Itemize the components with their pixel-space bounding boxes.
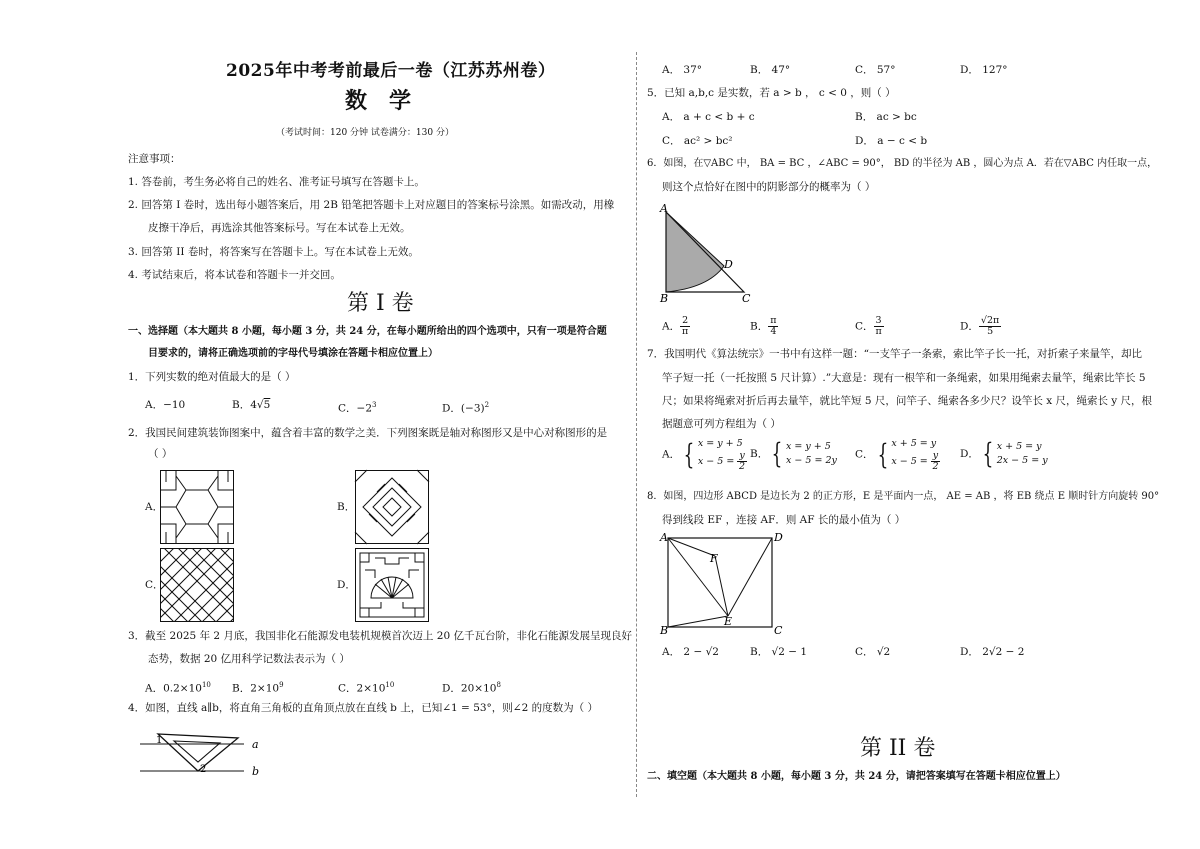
q2-option-a: A． bbox=[145, 501, 164, 513]
question-3-stem: 3．截至 2025 年 2 月底，我国非化石能源发电装机规模首次迈上 20 亿千瓦台阶，非化石能源发展呈现良好 bbox=[128, 630, 632, 642]
note-item: 1. 答卷前，考生务必将自己的姓名、准考证号填写在答题卡上。 bbox=[128, 176, 425, 188]
q8-option-d: D． 2√2 − 2 bbox=[960, 646, 1025, 658]
question-8-stem: 8．如图，四边形 ABCD 是边长为 2 的正方形，E 是平面内一点， AE = AB ，将 EB 绕点 E 顺时针方向旋转 90° bbox=[647, 491, 1160, 502]
q2-option-d: D． bbox=[337, 579, 356, 591]
question-7-stem-cont: 据题意可列方程组为（ ） bbox=[662, 418, 781, 430]
note-item: 3. 回答第 II 卷时，将答案写在答题卡上。写在本试卷上无效。 bbox=[128, 246, 419, 258]
question-7-stem: 7．我国明代《算法统宗》一书中有这样一题：“一支竿子一条索，索比竿子长一托，对折索子来量竿，却比 bbox=[647, 348, 1143, 360]
q6-option-c: C． $\frac{3}{\pi}$ bbox=[855, 315, 882, 337]
point-F-label: F bbox=[710, 552, 718, 565]
q1-option-d: D．$(-3)^2$ bbox=[442, 401, 490, 415]
q3-option-b: B．$2\times 10^9$ bbox=[232, 681, 284, 695]
q5-option-b: B． ac > bc bbox=[855, 111, 917, 123]
q6-option-a: A． $\frac{2}{\pi}$ bbox=[662, 315, 689, 337]
note-item: 4. 考试结束后，将本试卷和答题卡一并交回。 bbox=[128, 269, 341, 281]
question-6-stem-cont: 则这个点恰好在图中的阴影部分的概率为（ ） bbox=[662, 181, 876, 193]
q5-option-d: D． a − c < b bbox=[855, 135, 928, 147]
q6-option-b: B． $\frac{\pi}{4}$ bbox=[750, 315, 777, 337]
q1-option-c: C．$-2^3$ bbox=[338, 401, 377, 415]
question-7-stem-cont: 尺；如果将绳索对折后再去量竿，就比竿短 5 尺，问竿子、绳索各多少尺？设竿长 x 尺，绳索长 y 尺，根 bbox=[662, 395, 1153, 407]
pattern-b-image bbox=[355, 470, 429, 544]
q8-figure bbox=[658, 532, 788, 638]
question-1-stem: 1．下列实数的绝对值最大的是（ ） bbox=[128, 371, 296, 383]
point-C-label: C bbox=[742, 292, 751, 305]
line-a-label: a bbox=[252, 738, 259, 751]
q3-option-d: D．$20\times 10^8$ bbox=[442, 681, 501, 695]
q4-option-b: B． 47° bbox=[750, 64, 791, 76]
question-4-stem: 4．如图，直线 a∥b，将直角三角板的直角顶点放在直线 b 上，已知∠1 = 53°，则∠2 的度数为（ ） bbox=[128, 702, 598, 714]
q5-option-a: A． a + c < b + c bbox=[662, 111, 755, 123]
point-D-label: D bbox=[724, 258, 733, 271]
note-item: 2. 回答第 I 卷时，选出每小题答案后，用 2B 铅笔把答题卡上对应题目的答案标号涂黑。如需改动，用橡 bbox=[128, 199, 615, 211]
question-5-stem: 5．已知 a,b,c 是实数，若 a > b ， c < 0 ，则（ ） bbox=[647, 87, 896, 99]
q2-option-b: B． bbox=[337, 501, 356, 513]
question-6-stem: 6．如图，在▽ABC 中， BA = BC ，∠ABC = 90°， BD 的半径为 AB ，圆心为点 A．若在▽ABC 内任取一点， bbox=[647, 158, 1158, 169]
question-2-stem: 2．我国民间建筑装饰图案中，蕴含着丰富的数学之美．下列图案既是轴对称图形又是中心对称图形的是 bbox=[128, 427, 608, 439]
q4-option-a: A． 37° bbox=[662, 64, 703, 76]
question-7-stem-cont: 竿子短一托（一托按照 5 尺计算）.”大意是：现有一根竿和一条绳索，如果用绳索去量竿，绳索比竿长 5 bbox=[662, 372, 1146, 384]
q7-option-b: B． { x = y + 5 x − 5 = 2y bbox=[750, 437, 837, 470]
q2-option-c: C． bbox=[145, 579, 164, 591]
point-A-label: A bbox=[660, 531, 668, 544]
section-1-heading: 一、选择题（本大题共 8 小题，每小题 3 分，共 24 分，在每小题所给出的四个选项中，只有一项是符合题 bbox=[128, 326, 607, 337]
section-2-heading: 二、填空题（本大题共 8 小题，每小题 3 分，共 24 分，请把答案填写在答题卡相应位置上） bbox=[647, 771, 1066, 782]
note-item: 皮擦干净后，再选涂其他答案标号。写在本试卷上无效。 bbox=[148, 222, 411, 234]
angle-2-label: 2 bbox=[200, 764, 207, 775]
q1-option-b: B．4√5 bbox=[232, 399, 271, 411]
line-b-label: b bbox=[252, 765, 260, 778]
point-C-label: C bbox=[774, 624, 783, 637]
pattern-d-image bbox=[355, 548, 429, 622]
point-B-label: B bbox=[660, 292, 669, 305]
q7-option-a: A． { x = y + 5 x − 5 = $\frac{y}{2}$ bbox=[662, 437, 746, 472]
exam-info: （考试时间：120 分钟 试卷满分：130 分） bbox=[276, 128, 454, 138]
question-8-stem-cont: 得到线段 EF ，连接 AF．则 AF 长的最小值为（ ） bbox=[662, 514, 906, 526]
pattern-a-image bbox=[160, 470, 234, 544]
question-2-stem-cont: （ ） bbox=[148, 448, 173, 460]
question-3-stem-cont: 态势，数据 20 亿用科学记数法表示为（ ） bbox=[148, 653, 350, 665]
volume-1-heading: 第 I 卷 bbox=[347, 291, 414, 316]
notes-heading: 注意事项： bbox=[128, 153, 181, 165]
q6-figure bbox=[658, 202, 778, 306]
q7-option-c: C． { x + 5 = y x − 5 = $\frac{y}{2}$ bbox=[855, 437, 939, 472]
q8-option-a: A． 2 − √2 bbox=[662, 646, 719, 658]
pattern-c-image bbox=[160, 548, 234, 622]
q3-option-a: A．$0.2\times 10^{10}$ bbox=[145, 681, 211, 695]
exam-title: 2025年中考考前最后一卷（江苏苏州卷） bbox=[226, 61, 556, 81]
q4-option-d: D． 127° bbox=[960, 64, 1008, 76]
point-D-label: D bbox=[774, 531, 783, 544]
column-divider bbox=[636, 52, 637, 797]
q3-option-c: C．$2\times 10^{10}$ bbox=[338, 681, 395, 695]
angle-1-label: 1 bbox=[156, 735, 163, 746]
q5-option-c: C． ac² > bc² bbox=[662, 135, 733, 147]
q4-figure bbox=[140, 726, 270, 780]
point-A-label: A bbox=[660, 202, 668, 215]
q8-option-c: C． √2 bbox=[855, 646, 891, 658]
section-1-heading-cont: 目要求的，请将正确选项前的字母代号填涂在答题卡相应位置上） bbox=[148, 348, 438, 359]
point-E-label: E bbox=[724, 615, 733, 628]
q4-option-c: C． 57° bbox=[855, 64, 896, 76]
q8-option-b: B． √2 − 1 bbox=[750, 646, 808, 658]
q7-option-d: D． { x + 5 = y 2x − 5 = y bbox=[960, 437, 1048, 470]
q1-option-a: A．−10 bbox=[145, 399, 186, 411]
q6-option-d: D． $\frac{√2\pi}{5}$ bbox=[960, 315, 1000, 337]
point-B-label: B bbox=[660, 624, 669, 637]
volume-2-heading: 第 II 卷 bbox=[860, 736, 936, 761]
subject-heading: 数学 bbox=[345, 88, 434, 114]
